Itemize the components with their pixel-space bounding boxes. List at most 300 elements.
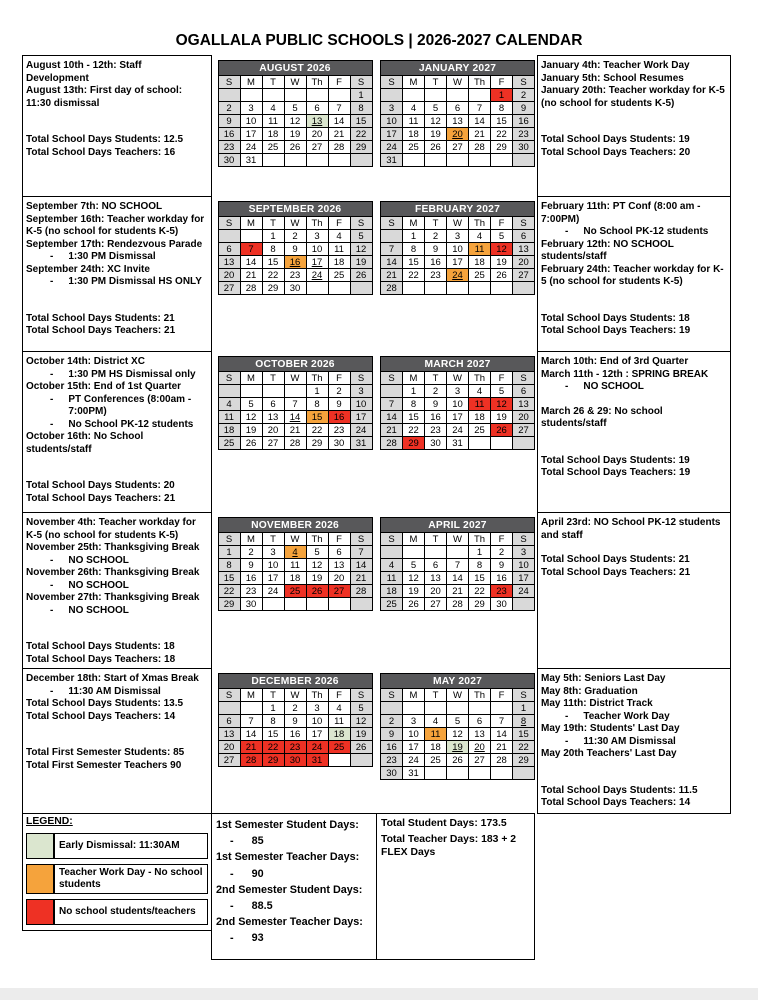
calendar-january-2027 (378, 55, 537, 197)
note-line: Total School Days Students: 21 (26, 312, 175, 324)
day-cell: 25 (381, 598, 403, 611)
day-cell: 22 (262, 269, 284, 282)
day-cell: 28 (381, 282, 403, 295)
legend-row (26, 833, 208, 859)
day-of-week-header: T (262, 76, 284, 89)
empty-day-cell (328, 598, 350, 611)
day-of-week-header: F (491, 76, 513, 89)
day-of-week-header: S (381, 533, 403, 546)
day-cell: 24 (240, 141, 262, 154)
notes-february (537, 196, 731, 352)
spacer (26, 289, 207, 301)
note-subline (26, 555, 207, 568)
month-row-september-february (22, 196, 731, 352)
spacer (26, 301, 207, 313)
empty-day-cell (403, 702, 425, 715)
day-cell: 13 (513, 398, 535, 411)
month-title: MARCH 2027 (381, 357, 535, 372)
day-of-week-header: M (240, 217, 262, 230)
day-cell: 26 (447, 754, 469, 767)
spacer (541, 394, 726, 406)
day-cell: 17 (306, 728, 328, 741)
notes-november (22, 512, 212, 669)
note-line: Total School Days Teachers: 14 (26, 710, 176, 722)
day-of-week-header: Th (469, 689, 491, 702)
month-title: NOVEMBER 2026 (218, 518, 372, 533)
day-cell: 13 (328, 559, 350, 572)
day-cell: 6 (262, 398, 284, 411)
day-cell: 18 (328, 256, 350, 269)
bullet-dash: - (50, 393, 54, 405)
day-cell: 11 (425, 728, 447, 741)
bullet-dash: - (50, 251, 54, 262)
day-cell: 11 (328, 243, 350, 256)
day-of-week-header: S (381, 689, 403, 702)
note-line: March 10th: End of 3rd Quarter (541, 356, 689, 367)
day-of-week-header: S (218, 76, 240, 89)
note-line: September 17th: Rendezvous Parade (26, 238, 203, 250)
empty-day-cell (513, 437, 535, 450)
day-cell: 23 (218, 141, 240, 154)
notes-september (22, 196, 212, 352)
day-cell: 24 (403, 754, 425, 767)
day-cell: 21 (240, 741, 262, 754)
day-cell: 17 (403, 741, 425, 754)
day-cell: 30 (425, 437, 447, 450)
day-cell: 1 (306, 385, 328, 398)
day-cell: 30 (284, 754, 306, 767)
note-line: May 8th: Graduation (541, 685, 638, 697)
empty-day-cell (513, 767, 535, 780)
note-line: September 7th: NO SCHOOL (26, 201, 163, 212)
note-line: Total School Days Students: 12.5 (26, 134, 184, 145)
note-line: August 13th: First day of school: 11:30 dismissal (26, 85, 183, 109)
note-line: October 15th: End of 1st Quarter (26, 381, 182, 392)
day-cell: 25 (218, 437, 240, 450)
empty-day-cell (350, 598, 372, 611)
day-of-week-header: Th (469, 533, 491, 546)
day-cell: 16 (425, 256, 447, 269)
day-cell: 19 (350, 728, 372, 741)
day-cell: 18 (425, 741, 447, 754)
day-cell: 7 (328, 102, 350, 115)
day-cell: 21 (381, 424, 403, 437)
empty-day-cell (306, 154, 328, 167)
calendar-may-2027 (378, 668, 537, 814)
day-cell: 22 (350, 128, 372, 141)
day-cell: 21 (469, 128, 491, 141)
day-of-week-header: M (403, 372, 425, 385)
day-cell: 31 (381, 154, 403, 167)
day-of-week-header: S (218, 533, 240, 546)
day-of-week-header: S (513, 533, 535, 546)
day-cell: 15 (403, 256, 425, 269)
bullet-dash: - (50, 276, 54, 287)
empty-day-cell (491, 437, 513, 450)
day-of-week-header: T (425, 76, 447, 89)
empty-day-cell (381, 385, 403, 398)
day-cell: 4 (469, 230, 491, 243)
day-cell: 11 (381, 572, 403, 585)
note-line: January 4th: Teacher Work Day (541, 60, 690, 71)
note-line: May 11th: District Track (541, 698, 653, 709)
day-cell: 25 (328, 741, 350, 754)
day-cell: 2 (284, 702, 306, 715)
semester-label: 2nd Semester Teacher Days: (216, 916, 363, 929)
empty-day-cell (447, 767, 469, 780)
day-cell: 1 (262, 230, 284, 243)
day-of-week-header: Th (469, 217, 491, 230)
bullet-dash: - (565, 710, 569, 722)
empty-day-cell (328, 282, 350, 295)
day-cell: 13 (513, 243, 535, 256)
note-line: January 20th: Teacher workday for K-5 (no school for students K-5) (541, 85, 725, 109)
day-cell: 15 (262, 256, 284, 269)
day-cell: 11 (469, 398, 491, 411)
empty-day-cell (328, 154, 350, 167)
day-cell: 8 (262, 715, 284, 728)
day-cell: 4 (262, 102, 284, 115)
day-cell: 27 (328, 585, 350, 598)
legend (22, 813, 212, 931)
day-cell: 11 (284, 559, 306, 572)
day-cell: 12 (240, 411, 262, 424)
day-cell: 9 (513, 102, 535, 115)
note-subline (26, 276, 207, 289)
day-cell: 19 (240, 424, 262, 437)
day-cell: 14 (381, 256, 403, 269)
day-of-week-header: Th (306, 533, 328, 546)
day-cell: 2 (240, 546, 262, 559)
day-of-week-header: S (218, 217, 240, 230)
note-subline (26, 580, 207, 593)
day-cell: 9 (284, 715, 306, 728)
spacer (541, 761, 726, 773)
empty-day-cell (218, 230, 240, 243)
day-cell: 29 (491, 141, 513, 154)
month-row-august-january (22, 55, 731, 197)
note-line: Total School Days Students: 11.5 (541, 784, 698, 796)
bullet-dash: - (565, 381, 569, 392)
day-cell: 6 (425, 559, 447, 572)
day-cell: 14 (240, 256, 262, 269)
day-cell: 12 (284, 115, 306, 128)
day-cell: 29 (262, 282, 284, 295)
page-title: OGALLALA PUBLIC SCHOOLS | 2026-2027 CALENDAR (175, 32, 583, 49)
day-cell: 30 (513, 141, 535, 154)
spacer (541, 773, 726, 785)
day-cell: 19 (284, 128, 306, 141)
note-text: 1:30 PM HS Dismissal only (68, 368, 196, 380)
day-cell: 16 (328, 411, 350, 424)
day-cell: 31 (306, 754, 328, 767)
day-of-week-header: W (284, 533, 306, 546)
empty-day-cell (218, 89, 240, 102)
day-cell: 3 (513, 546, 535, 559)
day-cell: 26 (306, 585, 328, 598)
day-cell: 5 (447, 715, 469, 728)
day-of-week-header: M (240, 533, 262, 546)
month-row-november-april (22, 512, 731, 669)
calendar-december-2026 (212, 668, 378, 814)
day-cell: 19 (403, 585, 425, 598)
day-cell: 18 (469, 256, 491, 269)
day-cell: 14 (240, 728, 262, 741)
note-text: No School PK-12 students (68, 418, 194, 430)
empty-day-cell (381, 702, 403, 715)
note-line: September 24th: XC Invite (26, 263, 150, 275)
day-cell: 10 (240, 115, 262, 128)
empty-day-cell (284, 89, 306, 102)
day-cell: 26 (491, 269, 513, 282)
day-cell: 1 (403, 230, 425, 243)
day-cell: 12 (425, 115, 447, 128)
day-of-week-header: F (328, 533, 350, 546)
day-cell: 27 (469, 754, 491, 767)
day-cell: 24 (447, 269, 469, 282)
day-cell: 10 (262, 559, 284, 572)
day-cell: 21 (381, 269, 403, 282)
day-of-week-header: T (262, 372, 284, 385)
day-cell: 30 (284, 282, 306, 295)
day-cell: 3 (447, 230, 469, 243)
day-of-week-header: F (491, 217, 513, 230)
note-text: 11:30 AM Dismissal (583, 735, 676, 747)
bullet-dash: - (50, 685, 54, 697)
day-cell: 5 (491, 385, 513, 398)
day-cell: 28 (328, 141, 350, 154)
day-cell: 10 (447, 398, 469, 411)
note-line: Total First Semester Students: 85 (26, 747, 185, 758)
day-cell: 21 (350, 572, 372, 585)
calendar-november-2026 (212, 512, 378, 669)
notes-december (22, 668, 212, 814)
empty-day-cell (469, 282, 491, 295)
day-of-week-header: S (513, 372, 535, 385)
day-of-week-header: T (425, 217, 447, 230)
day-cell: 26 (284, 141, 306, 154)
day-cell: 18 (218, 424, 240, 437)
spacer (26, 629, 207, 641)
note-line: Total School Days Students: 13.5 (26, 698, 184, 709)
empty-day-cell (425, 154, 447, 167)
note-subline (26, 686, 207, 699)
calendar-table (380, 673, 535, 780)
day-cell: 13 (306, 115, 328, 128)
calendar-august-2026 (212, 55, 378, 197)
day-cell: 14 (328, 115, 350, 128)
day-cell: 8 (469, 559, 491, 572)
day-cell: 16 (491, 572, 513, 585)
calendar-february-2027 (378, 196, 537, 352)
day-cell: 13 (447, 115, 469, 128)
day-of-week-header: M (240, 372, 262, 385)
day-cell: 23 (425, 269, 447, 282)
note-line: January 5th: School Resumes (541, 72, 684, 84)
empty-day-cell (306, 598, 328, 611)
day-cell: 17 (306, 256, 328, 269)
day-of-week-header: S (513, 76, 535, 89)
day-cell: 15 (262, 728, 284, 741)
day-cell: 2 (328, 385, 350, 398)
note-line: November 4th: Teacher workday for K-5 (no school for students K-5) (26, 517, 196, 541)
day-cell: 24 (381, 141, 403, 154)
note-line: Total School Days Teachers: 19 (541, 467, 691, 478)
day-cell: 28 (240, 754, 262, 767)
bullet-dash: - (565, 735, 569, 747)
bullet-dash: - (230, 899, 234, 912)
day-of-week-header: F (491, 689, 513, 702)
empty-day-cell (262, 154, 284, 167)
day-cell: 31 (403, 767, 425, 780)
empty-day-cell (447, 546, 469, 559)
day-of-week-header: T (262, 217, 284, 230)
day-cell: 13 (218, 256, 240, 269)
semester-summary (211, 813, 377, 960)
day-cell: 21 (491, 741, 513, 754)
day-cell: 12 (447, 728, 469, 741)
day-cell: 21 (447, 585, 469, 598)
empty-day-cell (447, 89, 469, 102)
legend-swatch-orange (26, 864, 54, 894)
day-of-week-header: S (350, 689, 372, 702)
day-cell: 8 (403, 243, 425, 256)
semester-value (216, 866, 372, 882)
day-cell: 16 (218, 128, 240, 141)
note-subline (541, 381, 726, 394)
day-cell: 12 (306, 559, 328, 572)
empty-day-cell (403, 154, 425, 167)
month-title: OCTOBER 2026 (218, 357, 372, 372)
day-cell: 31 (447, 437, 469, 450)
calendar-grid (22, 55, 731, 960)
note-line: Total School Days Students: 19 (541, 454, 690, 466)
day-cell: 4 (284, 546, 306, 559)
day-cell: 9 (491, 559, 513, 572)
day-cell: 5 (491, 230, 513, 243)
day-cell: 27 (306, 141, 328, 154)
bullet-dash: - (50, 604, 54, 616)
day-cell: 15 (218, 572, 240, 585)
empty-day-cell (284, 385, 306, 398)
note-line: November 25th: Thanksgiving Break (26, 542, 200, 553)
day-cell: 9 (425, 243, 447, 256)
day-cell: 5 (240, 398, 262, 411)
calendar-september-2026 (212, 196, 378, 352)
day-of-week-header: F (491, 533, 513, 546)
notes-april (537, 512, 731, 669)
note-text: No School PK-12 students (583, 226, 709, 237)
note-line: Total School Days Teachers: 14 (541, 797, 691, 808)
day-of-week-header: M (403, 76, 425, 89)
day-cell: 22 (469, 585, 491, 598)
empty-day-cell (425, 282, 447, 295)
day-of-week-header: S (350, 533, 372, 546)
day-cell: 30 (328, 437, 350, 450)
bullet-dash: - (230, 867, 234, 880)
day-cell: 3 (240, 102, 262, 115)
day-cell: 19 (350, 256, 372, 269)
day-cell: 1 (262, 702, 284, 715)
empty-day-cell (491, 282, 513, 295)
note-line: November 26th: Thanksgiving Break (26, 567, 200, 578)
note-line: August 10th - 12th: Staff Development (26, 60, 142, 84)
day-of-week-header: T (262, 689, 284, 702)
day-cell: 8 (350, 102, 372, 115)
day-cell: 27 (513, 424, 535, 437)
empty-day-cell (262, 598, 284, 611)
note-subline (26, 394, 207, 419)
empty-day-cell (513, 282, 535, 295)
day-cell: 14 (284, 411, 306, 424)
day-cell: 13 (218, 728, 240, 741)
spacer (541, 110, 726, 122)
day-cell: 1 (513, 702, 535, 715)
semester-label: 1st Semester Student Days: (216, 819, 359, 831)
day-cell: 17 (447, 411, 469, 424)
day-cell: 22 (403, 269, 425, 282)
day-cell: 11 (328, 715, 350, 728)
day-of-week-header: S (218, 372, 240, 385)
day-of-week-header: S (381, 217, 403, 230)
day-cell: 7 (240, 243, 262, 256)
empty-day-cell (491, 767, 513, 780)
empty-day-cell (425, 702, 447, 715)
day-cell: 3 (403, 715, 425, 728)
day-cell: 31 (350, 437, 372, 450)
day-cell: 19 (447, 741, 469, 754)
spacer (541, 443, 726, 455)
day-cell: 16 (284, 256, 306, 269)
note-subline (541, 736, 726, 749)
day-cell: 6 (328, 546, 350, 559)
day-cell: 6 (306, 102, 328, 115)
empty-day-cell (425, 767, 447, 780)
day-cell: 12 (491, 243, 513, 256)
empty-day-cell (403, 282, 425, 295)
note-subline (26, 605, 207, 618)
bullet-dash: - (50, 418, 54, 430)
semester-label: 1st Semester Teacher Days: (216, 851, 360, 864)
day-cell: 31 (240, 154, 262, 167)
note-line: November 27th: Thanksgiving Break (26, 592, 200, 603)
day-cell: 15 (469, 572, 491, 585)
day-of-week-header: W (284, 76, 306, 89)
spacer (541, 301, 726, 313)
day-of-week-header: M (240, 76, 262, 89)
empty-day-cell (218, 702, 240, 715)
semester-number: 93 (251, 932, 264, 945)
day-cell: 24 (262, 585, 284, 598)
day-cell: 3 (262, 546, 284, 559)
day-of-week-header: Th (306, 372, 328, 385)
day-cell: 2 (513, 89, 535, 102)
day-cell: 21 (240, 269, 262, 282)
semester-value (216, 898, 372, 914)
day-of-week-header: W (447, 217, 469, 230)
day-cell: 24 (513, 585, 535, 598)
bullet-dash: - (50, 579, 54, 591)
day-cell: 10 (513, 559, 535, 572)
day-cell: 14 (350, 559, 372, 572)
day-cell: 9 (425, 398, 447, 411)
day-cell: 8 (306, 398, 328, 411)
spacer (541, 542, 726, 554)
day-cell: 4 (218, 398, 240, 411)
calendar-table (380, 356, 535, 450)
day-cell: 8 (262, 243, 284, 256)
day-cell: 17 (447, 256, 469, 269)
